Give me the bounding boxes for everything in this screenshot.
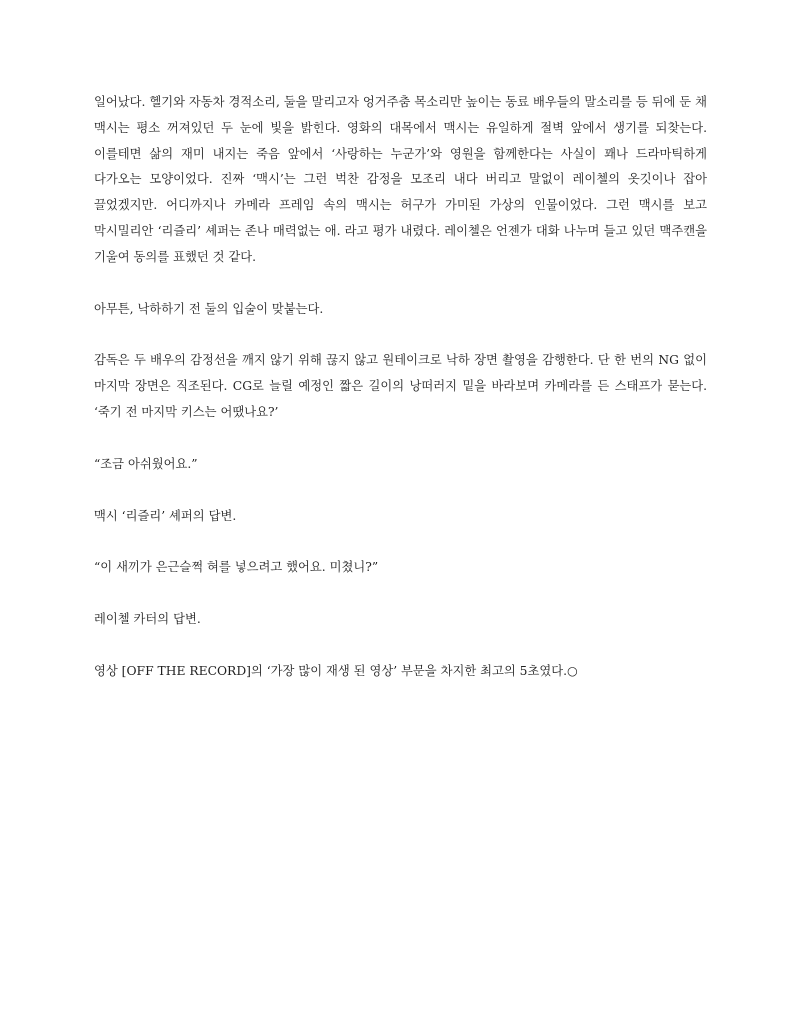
document-page	[94, 90, 707, 711]
paragraph-rachel-answer: 레이첼 카터의 답변.	[94, 612, 201, 627]
paragraph-quote-rachel: “이 새끼가 은근슬쩍 혀를 넣으려고 했어요. 미쳤니?”	[94, 560, 379, 575]
paragraph-closing: 영상 [OFF THE RECORD]의 ‘가장 많이 재생 된 영상’ 부문을 차지한 최고의 5초였다.○	[94, 663, 578, 678]
paragraph-maxi-answer: 맥시 ‘리즐리’ 셰퍼의 답변.	[94, 508, 237, 523]
paragraph-kiss: 아무튼, 낙하하기 전 둘의 입술이 맞붙는다.	[94, 301, 324, 316]
paragraph-director: 감독은 두 배우의 감정선을 깨지 않기 위해 끊지 않고 원테이크로 낙하 장면 촬영을 감행한다. 단 한 번의 NG 없이 마지막 장면은 직조된다. CG로 늘릴 예정인 짧은 길이의 낭떠러지 밑을 바라보며 카메라를 든 스태프가 묻는다. ‘죽기 전 마지막 키스는 어땠나요?’	[94, 353, 707, 419]
paragraph-opening: 일어났다. 헬기와 자동차 경적소리, 둘을 말리고자 엉거주춤 목소리만 높이는 동료 배우들의 말소리를 등 뒤에 둔 채 맥시는 평소 꺼져있던 두 눈에 빛을 밝힌다. 영화의 대목에서 맥시는 유일하게 절벽 앞에서 생기를 되찾는다. 이를테면 삶의 재미 내지는 죽음 앞에서 ‘사랑하는 누군가’와 영원을 함께한다는 사실이 꽤나 드라마틱하게 다가오는 모양이었다. 진짜 ‘맥시’는 그런 벅찬 감정을 모조리 내다 버리고 말없이 레이첼의 옷깃이나 잡아 끌었겠지만. 어디까지나 카메라 프레임 속의 맥시는 허구가 가미된 가상의 인물이었다. 그런 맥시를 보고 막시밀리안 ‘리즐리’ 셰퍼는 존나 매력없는 애. 라고 평가 내렸다. 레이첼은 언젠가 대화 나누며 들고 있던 맥주캔을 기울여 동의를 표했던 것 같다.	[94, 95, 707, 264]
paragraph-quote-maxi: “조금 아쉬웠어요.”	[94, 456, 198, 471]
